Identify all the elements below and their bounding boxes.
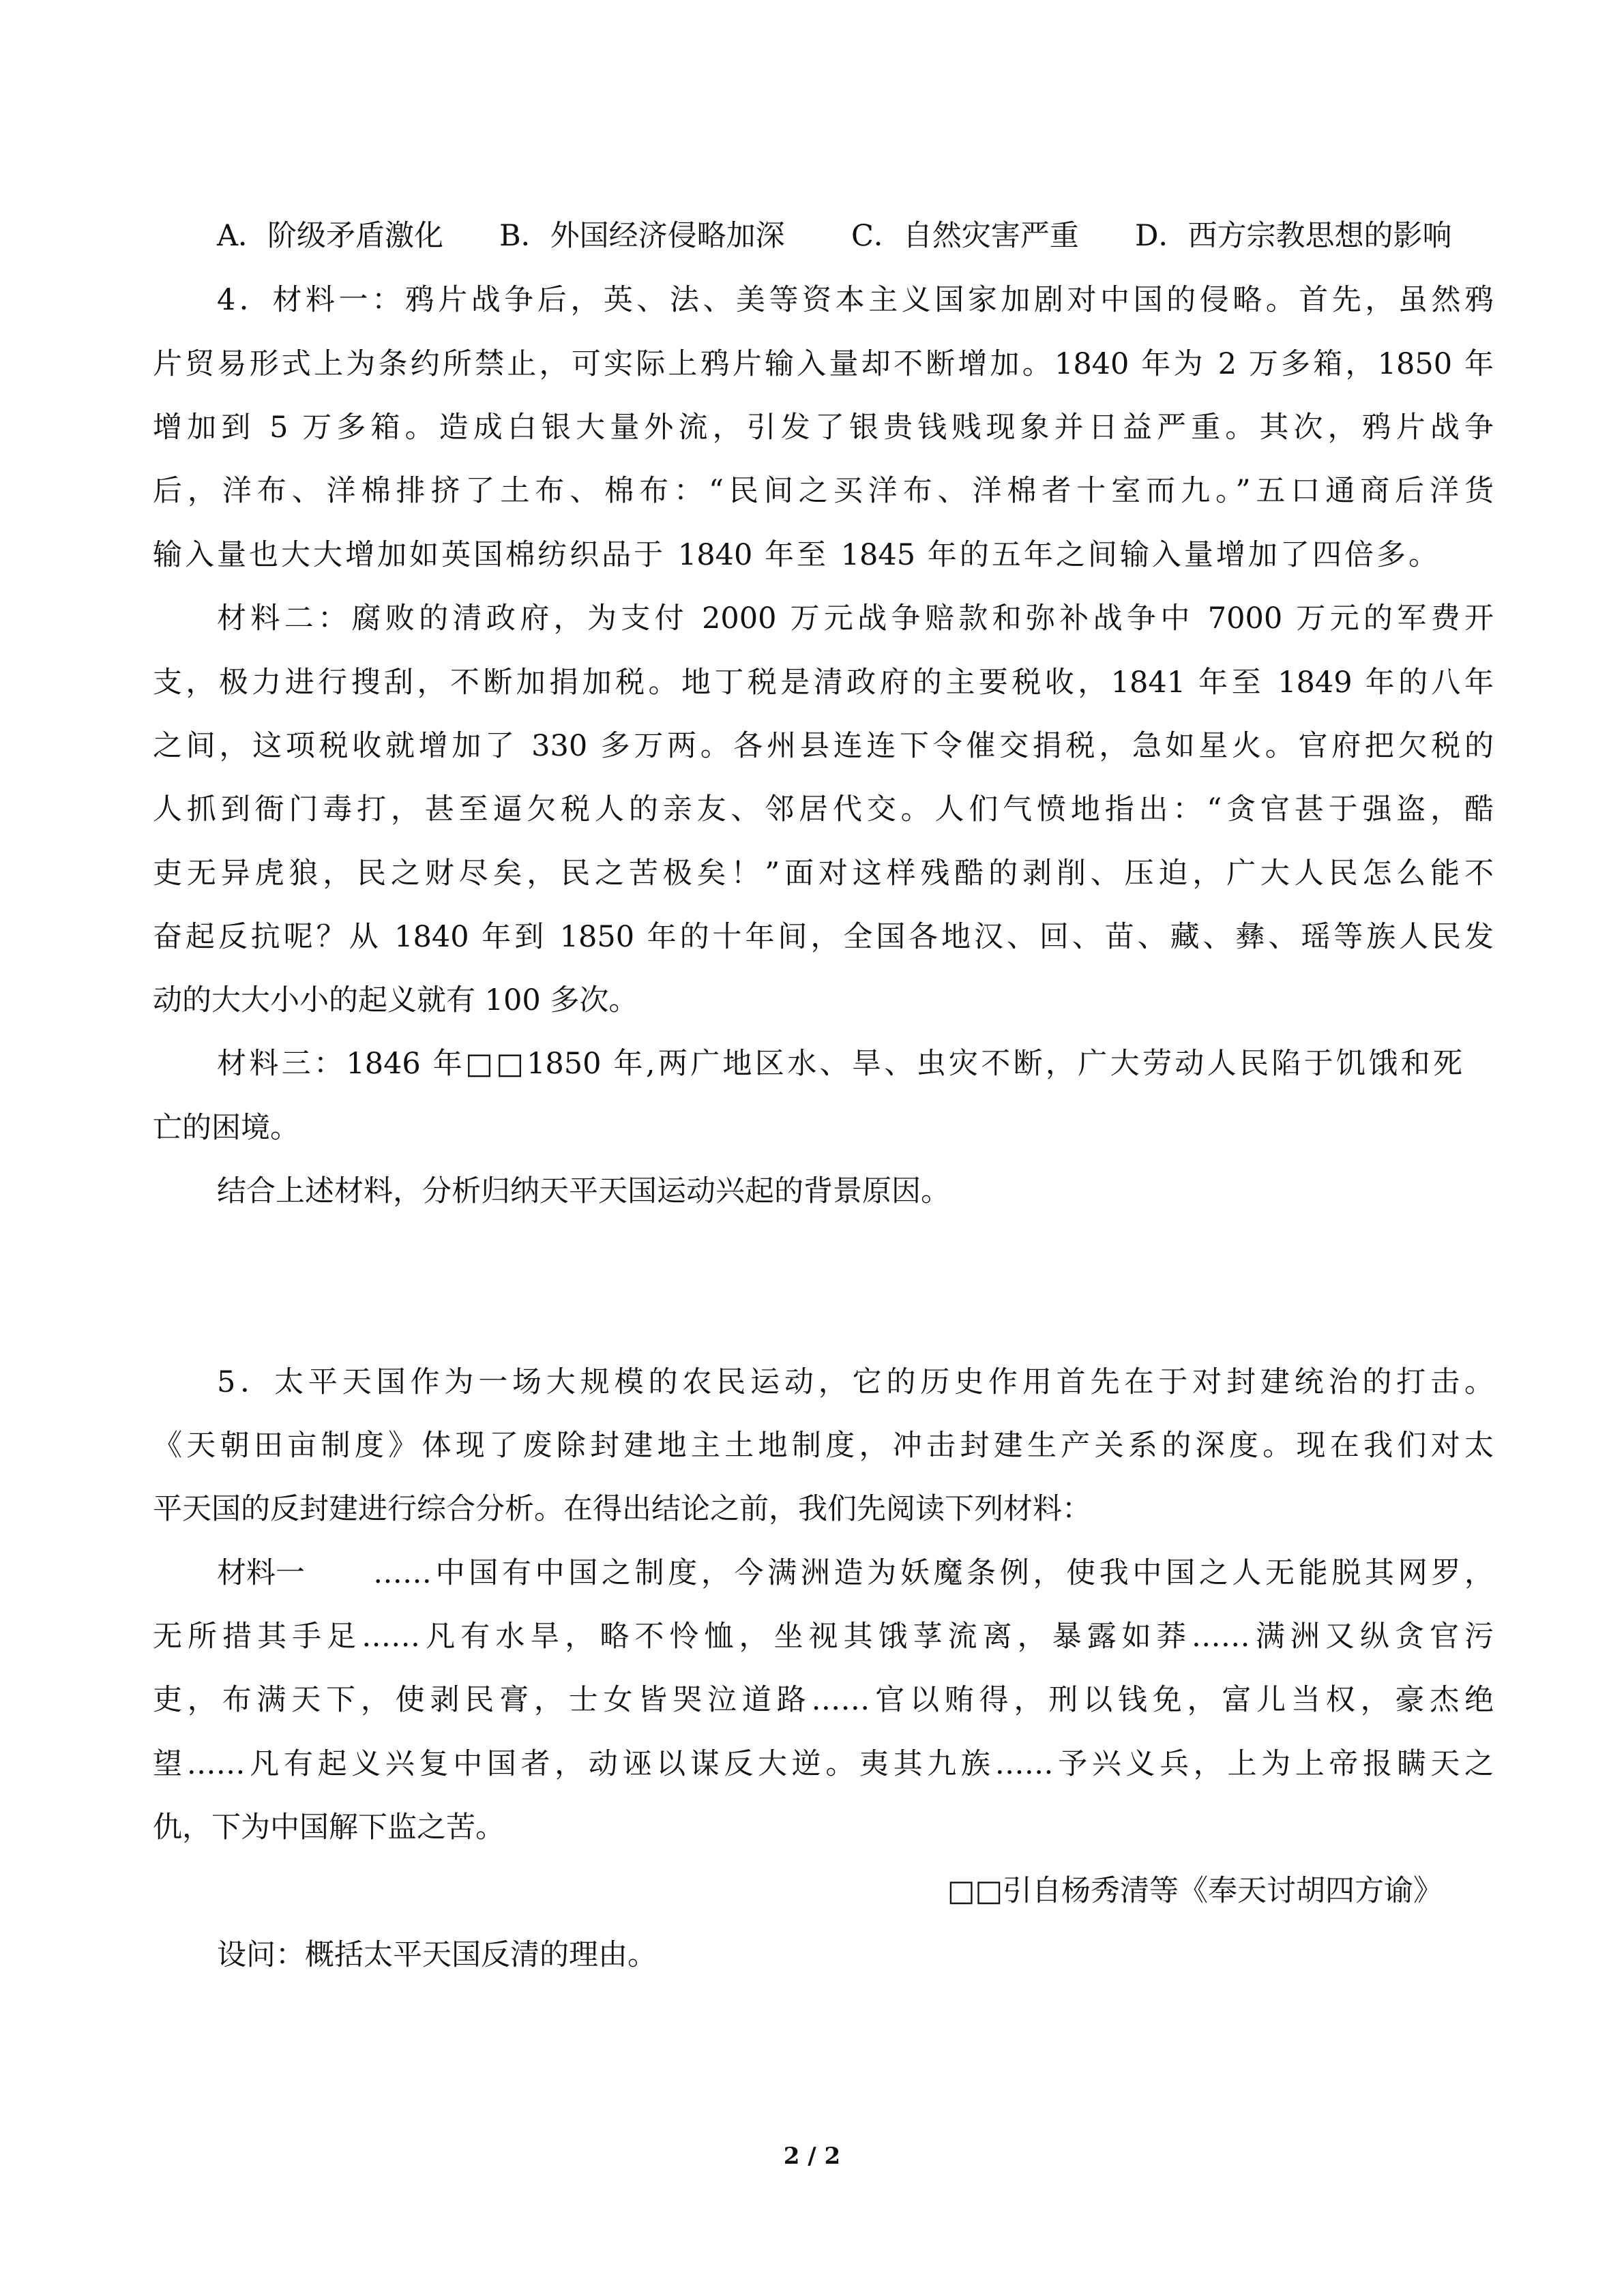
q4-material2-line: [0, 980, 1624, 1021]
q5-source: [0, 1870, 1624, 1911]
paragraph-line: 4．材料一：鸦片战争后，英、法、美等资本主义国家加剧对中国的侵略。首先，虽然鸦: [217, 283, 1494, 317]
q4-material2-line: [0, 789, 1624, 830]
question-text: 设问：概括太平天国反清的理由。: [217, 1938, 657, 1972]
q5-material1-line: [0, 1616, 1624, 1657]
q4-material3-line: [0, 1107, 1624, 1148]
q3-options-row: [0, 215, 1624, 256]
q4-material1-line: [0, 280, 1624, 320]
paragraph-line: 奋起反抗呢？从 1840 年到 1850 年的十年间，全国各地汉、回、苗、藏、彝、瑶等族人民发: [153, 920, 1494, 954]
q4-material1-line: [0, 344, 1624, 385]
q5-material1-line: [0, 1680, 1624, 1720]
paragraph-line: 片贸易形式上为条约所禁止，可实际上鸦片输入量却不断增加。1840 年为 2 万多箱，1850 年: [153, 347, 1494, 381]
paragraph-line: 亡的困境。: [153, 1111, 299, 1145]
q4-material1-line: [0, 471, 1624, 511]
material-label: 材料一: [217, 1556, 305, 1590]
paragraph-line: 无所措其手足……凡有水旱，略不怜恤，坐视其饿莩流离，暴露如莽……满洲又纵贪官污: [153, 1620, 1494, 1654]
q4-material3-line: [0, 1043, 1624, 1084]
paragraph-line: 吏无异虎狼，民之财尽矣，民之苦极矣！”面对这样残酷的剥削、压迫，广大人民怎么能不: [153, 856, 1494, 891]
q5-question: [0, 1935, 1624, 1976]
q4-material2-line: [0, 662, 1624, 703]
q5-material1-line: [0, 1744, 1624, 1785]
q5-intro-line: [0, 1362, 1624, 1403]
paragraph-line: 人抓到衙门毒打，甚至逼欠税人的亲友、邻居代交。人们气愤地指出：“贪官甚于强盗，酷: [153, 792, 1494, 826]
q4-material1-line: [0, 535, 1624, 576]
q5-intro-line: [0, 1425, 1624, 1466]
paragraph-line: 《天朝田亩制度》体现了废除封建地主土地制度，冲击封建生产关系的深度。现在我们对太: [153, 1429, 1494, 1463]
page-number: 2 / 2: [783, 2143, 841, 2170]
q5-material1-first-line: [0, 1553, 1624, 1594]
paragraph-line: 材料三：1846 年□□1850 年,两广地区水、旱、虫灾不断，广大劳动人民陷于饥饿和死: [217, 1047, 1462, 1081]
paragraph-line: 后，洋布、洋棉排挤了土布、棉布：“民间之买洋布、洋棉者十室而九。”五口通商后洋货: [153, 474, 1494, 508]
q5-material1-line: [0, 1807, 1624, 1848]
q3-option-b: B．外国经济侵略加深: [499, 219, 785, 253]
paragraph-line: ……中国有中国之制度，今满洲造为妖魔条例，使我中国之人无能脱其网罗，: [373, 1556, 1494, 1590]
paragraph-line: 动的大大小小的起义就有 100 多次。: [153, 983, 638, 1017]
paragraph-line: 仇，下为中国解下监之苦。: [153, 1810, 505, 1845]
paragraph-line: 之间，这项税收就增加了 330 多万两。各州县连连下令催交捐税，急如星火。官府把欠税的: [153, 729, 1494, 763]
q4-material2-line: [0, 726, 1624, 766]
q3-option-a: A．阶级矛盾激化: [217, 219, 444, 253]
question-text: 结合上述材料，分析归纳天平天国运动兴起的背景原因。: [217, 1174, 950, 1208]
paragraph-line: 吏，布满天下，使剥民膏，士女皆哭泣道路……官以贿得，刑以钱免，富儿当权，豪杰绝: [153, 1683, 1494, 1717]
source-citation: □□引自杨秀清等《奉天讨胡四方谕》: [947, 1874, 1443, 1908]
q4-material2-line: [0, 853, 1624, 894]
paragraph-line: 增加到 5 万多箱。造成白银大量外流，引发了银贵钱贱现象并日益严重。其次，鸦片战争: [153, 411, 1494, 445]
q4-material2-line: [0, 916, 1624, 957]
q4-material1-line: [0, 407, 1624, 448]
paragraph-line: 支，极力进行搜刮，不断加捐加税。地丁税是清政府的主要税收，1841 年至 1849 年的八年: [153, 666, 1494, 700]
paragraph-line: 望……凡有起义兴复中国者，动诬以谋反大逆。夷其九族……予兴义兵，上为上帝报瞒天之: [153, 1747, 1494, 1781]
paragraph-line: 材料二：腐败的清政府，为支付 2000 万元战争赔款和弥补战争中 7000 万元的军费开: [217, 601, 1494, 636]
q4-question: [0, 1171, 1624, 1212]
q5-intro-line: [0, 1489, 1624, 1530]
q3-option-d: D．西方宗教思想的影响: [1135, 219, 1452, 253]
paragraph-line: 输入量也大大增加如英国棉纺织品于 1840 年至 1845 年的五年之间输入量增加了四倍多。: [153, 538, 1438, 572]
q3-option-c: C．自然灾害严重: [851, 219, 1079, 253]
paragraph-line: 平天国的反封建进行综合分析。在得出结论之前，我们先阅读下列材料：: [153, 1492, 1091, 1526]
paragraph-line: 5．太平天国作为一场大规模的农民运动，它的历史作用首先在于对封建统治的打击。: [217, 1365, 1494, 1399]
q4-material2-line: [0, 598, 1624, 639]
